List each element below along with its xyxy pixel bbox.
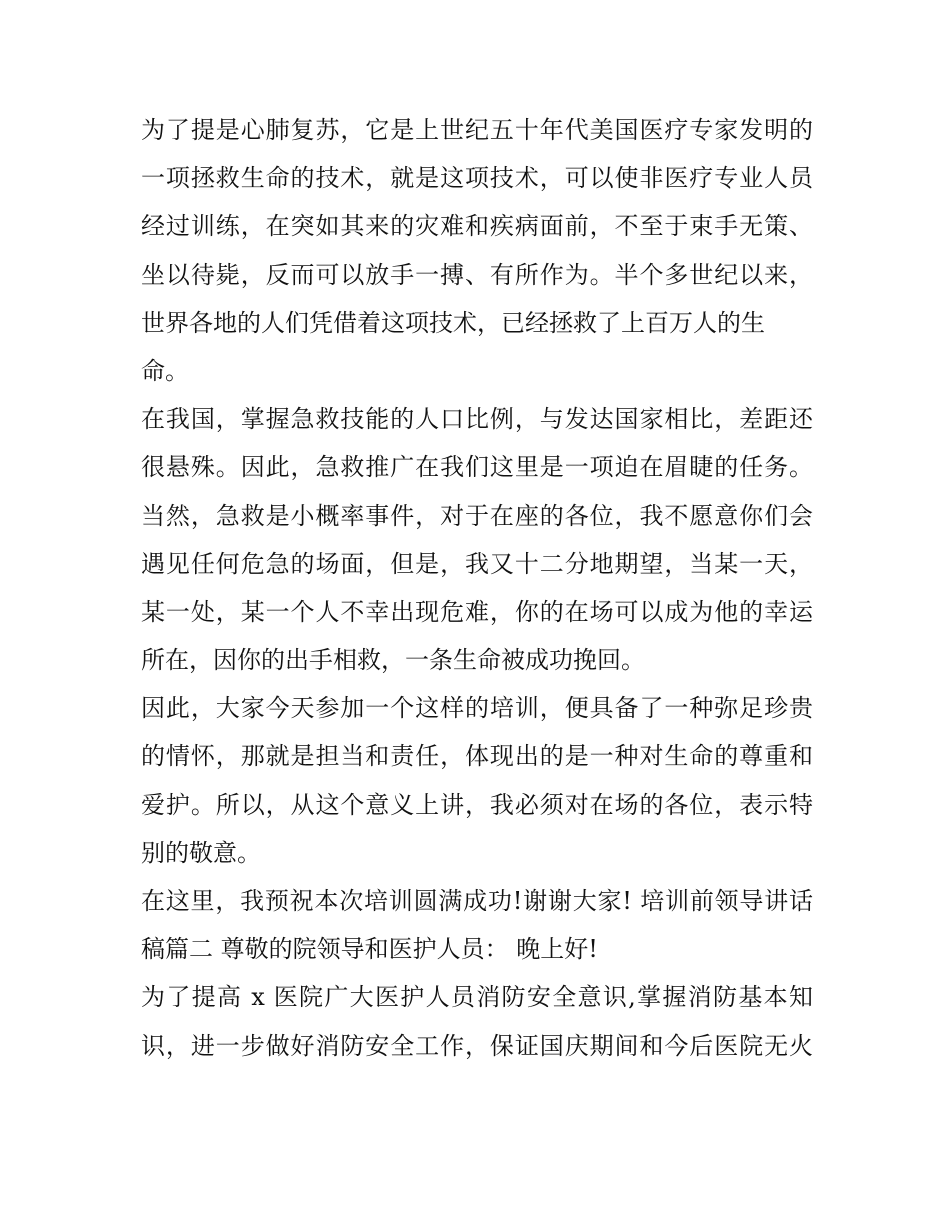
text-line: 遇见任何危急的场面，但是，我又十二分地期望，当某一天， bbox=[141, 549, 813, 578]
text-line: 在我国，掌握急救技能的人口比例，与发达国家相比，差距还 bbox=[141, 405, 813, 434]
text-line: 为了提是心肺复苏，它是上世纪五十年代美国医疗专家发明的 bbox=[141, 116, 813, 144]
text-line: 的情怀，那就是担当和责任，体现出的是一种对生命的尊重和 bbox=[141, 742, 813, 771]
text-line: 很悬殊。因此，急救推广在我们这里是一项迫在眉睫的任务。 bbox=[141, 453, 813, 482]
text-line: 识，进一步做好消防安全工作，保证国庆期间和今后医院无火 bbox=[141, 1031, 813, 1060]
text-line: 世界各地的人们凭借着这项技术，已经拯救了上百万人的生 bbox=[141, 308, 765, 337]
text-line: 命。 bbox=[141, 356, 189, 385]
text-line: 因此，大家今天参加一个这样的培训，便具备了一种弥足珍贵 bbox=[141, 694, 813, 723]
text-line: 当然，急救是小概率事件，对于在座的各位，我不愿意你们会 bbox=[141, 501, 813, 530]
text-line: 经过训练，在突如其来的灾难和疾病面前，不至于束手无策、 bbox=[141, 212, 813, 241]
text-line: 别的敬意。 bbox=[141, 838, 261, 867]
text-line: 坐以待毙，反而可以放手一搏、有所作为。半个多世纪以来， bbox=[141, 260, 813, 289]
text-line: 某一处，某一个人不幸出现危难，你的在场可以成为他的幸运 bbox=[141, 597, 813, 626]
text-line: 所在，因你的出手相救，一条生命被成功挽回。 bbox=[141, 646, 645, 675]
text-line: 一项拯救生命的技术，就是这项技术，可以使非医疗专业人员 bbox=[141, 164, 813, 193]
text-line: 在这里，我预祝本次培训圆满成功!谢谢大家! 培训前领导讲话 bbox=[141, 887, 813, 915]
text-line: 爱护。所以，从这个意义上讲，我必须对在场的各位，表示特 bbox=[141, 790, 813, 819]
document-body bbox=[141, 106, 813, 1070]
text-line: 为了提高 x 医院广大医护人员消防安全意识,掌握消防基本知 bbox=[141, 983, 813, 1012]
text-line: 稿篇二 尊敬的院领导和医护人员： 晚上好! bbox=[141, 935, 598, 964]
